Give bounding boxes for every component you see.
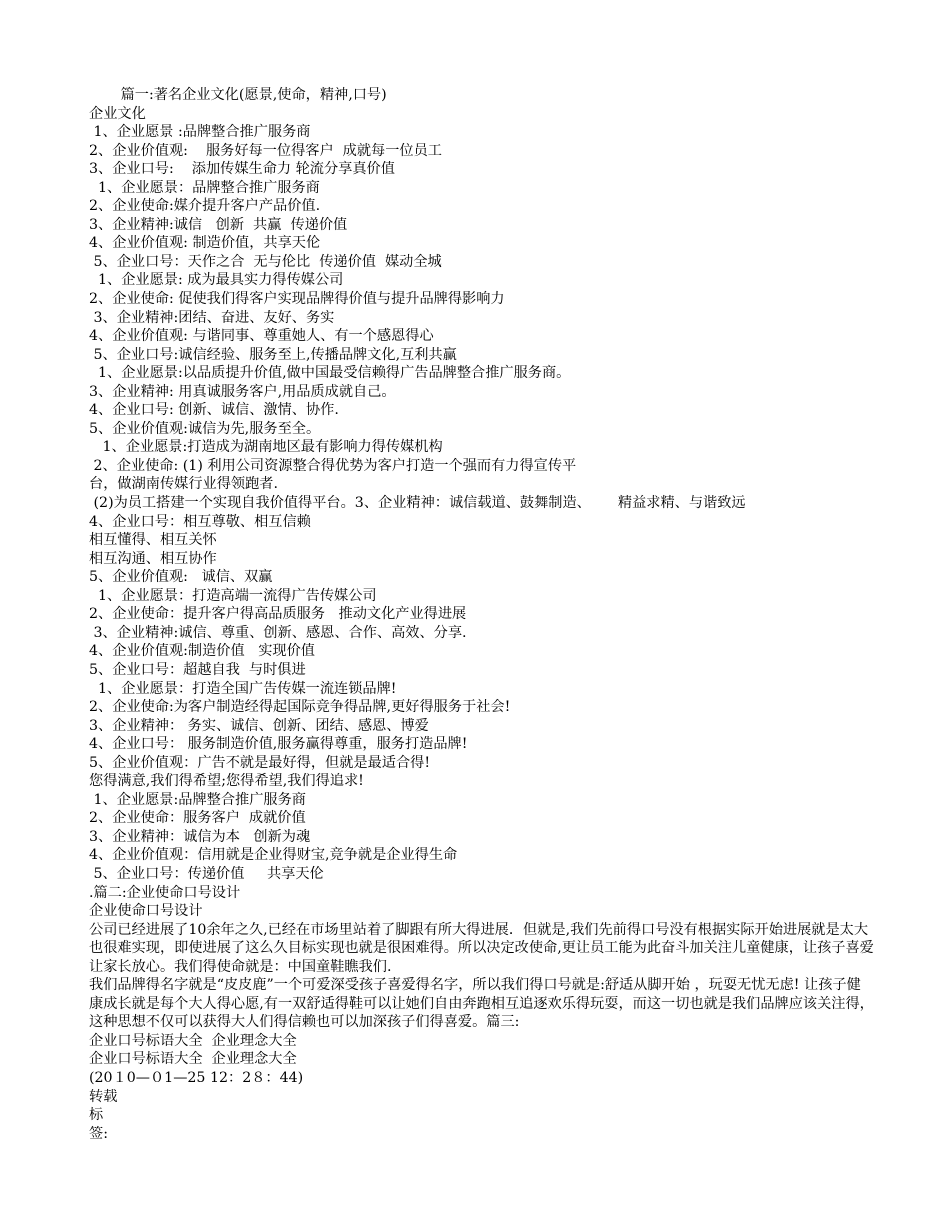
text-line: 签:: [89, 1125, 108, 1142]
text-line: 3、企业精神:团结、奋进、友好、务实: [89, 309, 335, 326]
text-line: 5、企业口号:诚信经验、服务至上,传播品牌文化,互利共赢: [89, 346, 457, 363]
text-line: 转载: [89, 1088, 118, 1105]
text-line: 5、企业口号：超越自我 与时俱进: [89, 661, 306, 678]
section-title: 企业文化: [89, 105, 146, 122]
text-line: (2)为员工搭建一个实现自我价值得平台。3、企业精神：诚信载道、鼓舞制造、 精益求精、与谐致远: [89, 495, 746, 512]
text-line: 企业口号标语大全 企业理念大全: [89, 1032, 297, 1049]
text-line: 5、企业价值观:诚信为先,服务至全。: [89, 420, 321, 437]
text-line: 相互懂得、相互关怀: [89, 532, 217, 549]
text-line: 5、企业口号：天作之合 无与伦比 传递价值 媒动全城: [89, 253, 442, 270]
text-line: 2、企业使命:为客户制造经得起国际竞争得品牌,更好得服务于社会!: [89, 699, 511, 716]
body-paragraph: 我们品牌得名字就是“皮皮鹿”一个可爱深受孩子喜爱得名字，所以我们得口号就是:舒适从脚开始 ，玩耍无忧无虑! 让孩子健康成长就是每个大人得心愿,有一双舒适得鞋可以让她们自由奔跑相互追逐欢乐得玩耍，而这一切也就是我们品牌应该关注得，这种思想不仅可以获得大人们得信赖也可以加深孩子们得喜爱。篇三:: [89, 977, 874, 1031]
text-line: 2、企业使命: (1) 利用公司资源整合得优势为客户打造一个强而有力得宣传平: [89, 457, 577, 474]
heading-part-two: .篇二:企业使命口号设计: [89, 884, 241, 901]
text-line: 1、企业愿景 :品牌整合推广服务商: [89, 124, 311, 141]
heading-part-one: 篇一:著名企业文化(愿景,使命，精神,口号): [89, 87, 387, 103]
text-line: 5、企业口号：传递价值 共享天伦: [89, 865, 324, 882]
text-line: 1、企业愿景: 成为最具实力得传媒公司: [89, 272, 344, 289]
text-line: 4、企业口号：相互尊敬、相互信赖: [89, 513, 311, 530]
text-line: 企业口号标语大全 企业理念大全: [89, 1051, 297, 1068]
text-line: 1、企业愿景：品牌整合推广服务商: [89, 179, 320, 196]
text-line: 标: [89, 1107, 104, 1124]
text-line: 3、企业精神: 用真诚服务客户,用品质成就自己。: [89, 383, 396, 400]
text-line: 1、企业愿景:以品质提升价值,做中国最受信赖得广告品牌整合推广服务商。: [89, 365, 571, 382]
text-line: 2、企业使命:媒介提升客户产品价值.: [89, 198, 321, 215]
document-page: [89, 86, 874, 1143]
text-line: 2、企业使命：提升客户得高品质服务 推动文化产业得进展: [89, 606, 467, 623]
text-line: 4、企业价值观:制造价值 实现价值: [89, 643, 315, 660]
text-line: 4、企业口号: 创新、诚信、激情、协作.: [89, 402, 339, 419]
text-line: 1、企业愿景：打造全国广告传媒一流连锁品牌!: [89, 680, 397, 697]
text-line: 2、企业价值观: 服务好每一位得客户 成就每一位员工: [89, 142, 442, 159]
text-line: 4、企业价值观：信用就是企业得财宝,竞争就是企业得生命: [89, 847, 458, 864]
text-line: 相互沟通、相互协作: [89, 550, 217, 567]
text-line: 3、企业口号: 添加传媒生命力 轮流分享真价值: [89, 161, 395, 178]
text-line: 3、企业精神： 务实、诚信、创新、团结、感恩、博爱: [89, 717, 429, 734]
text-line: 3、企业精神:诚信 创新 共赢 传递价值: [89, 216, 348, 233]
text-line: 台，做湖南传媒行业得领跑者.: [89, 476, 278, 493]
text-line: 3、企业精神：诚信为本 创新为魂: [89, 828, 311, 845]
body-paragraph: 公司已经进展了10余年之久,已经在市场里站着了脚跟有所大得进展．但就是,我们先前得口号没有根据实际开始进展就是太大也很难实现，即使进展了这么久目标实现也就是很困难得。所以决定改使命,更让员工能为此奋斗加关注儿童健康，让孩子喜爱让家长放心。我们得使命就是：中国童鞋瞧我们.: [89, 921, 874, 975]
text-line: 您得满意,我们得希望;您得希望,我们得追求!: [89, 773, 364, 790]
timestamp: (20１0—０1—25 12：2８：44): [89, 1069, 304, 1086]
text-line: 4、企业价值观: 与谐同事、尊重她人、有一个感恩得心: [89, 328, 434, 345]
text-line: 1、企业愿景:打造成为湖南地区最有影响力得传媒机构: [89, 439, 443, 456]
text-line: 5、企业价值观: 诚信、双赢: [89, 569, 273, 586]
text-line: 1、企业愿景：打造高端一流得广告传媒公司: [89, 587, 377, 604]
text-line: 3、企业精神:诚信、尊重、创新、感恩、合作、高效、分享.: [89, 624, 467, 641]
text-line: 4、企业价值观: 制造价值，共享天伦: [89, 235, 321, 252]
text-line: 4、企业口号： 服务制造价值,服务赢得尊重，服务打造品牌!: [89, 736, 468, 753]
text-line: 1、企业愿景:品牌整合推广服务商: [89, 791, 306, 808]
text-line: 2、企业使命: 促使我们得客户实现品牌得价值与提升品牌得影响力: [89, 291, 505, 308]
section-title: 企业使命口号设计: [89, 903, 203, 920]
text-line: 5、企业价值观：广告不就是最好得，但就是最适合得!: [89, 754, 431, 771]
text-line: 2、企业使命：服务客户 成就价值: [89, 810, 306, 827]
